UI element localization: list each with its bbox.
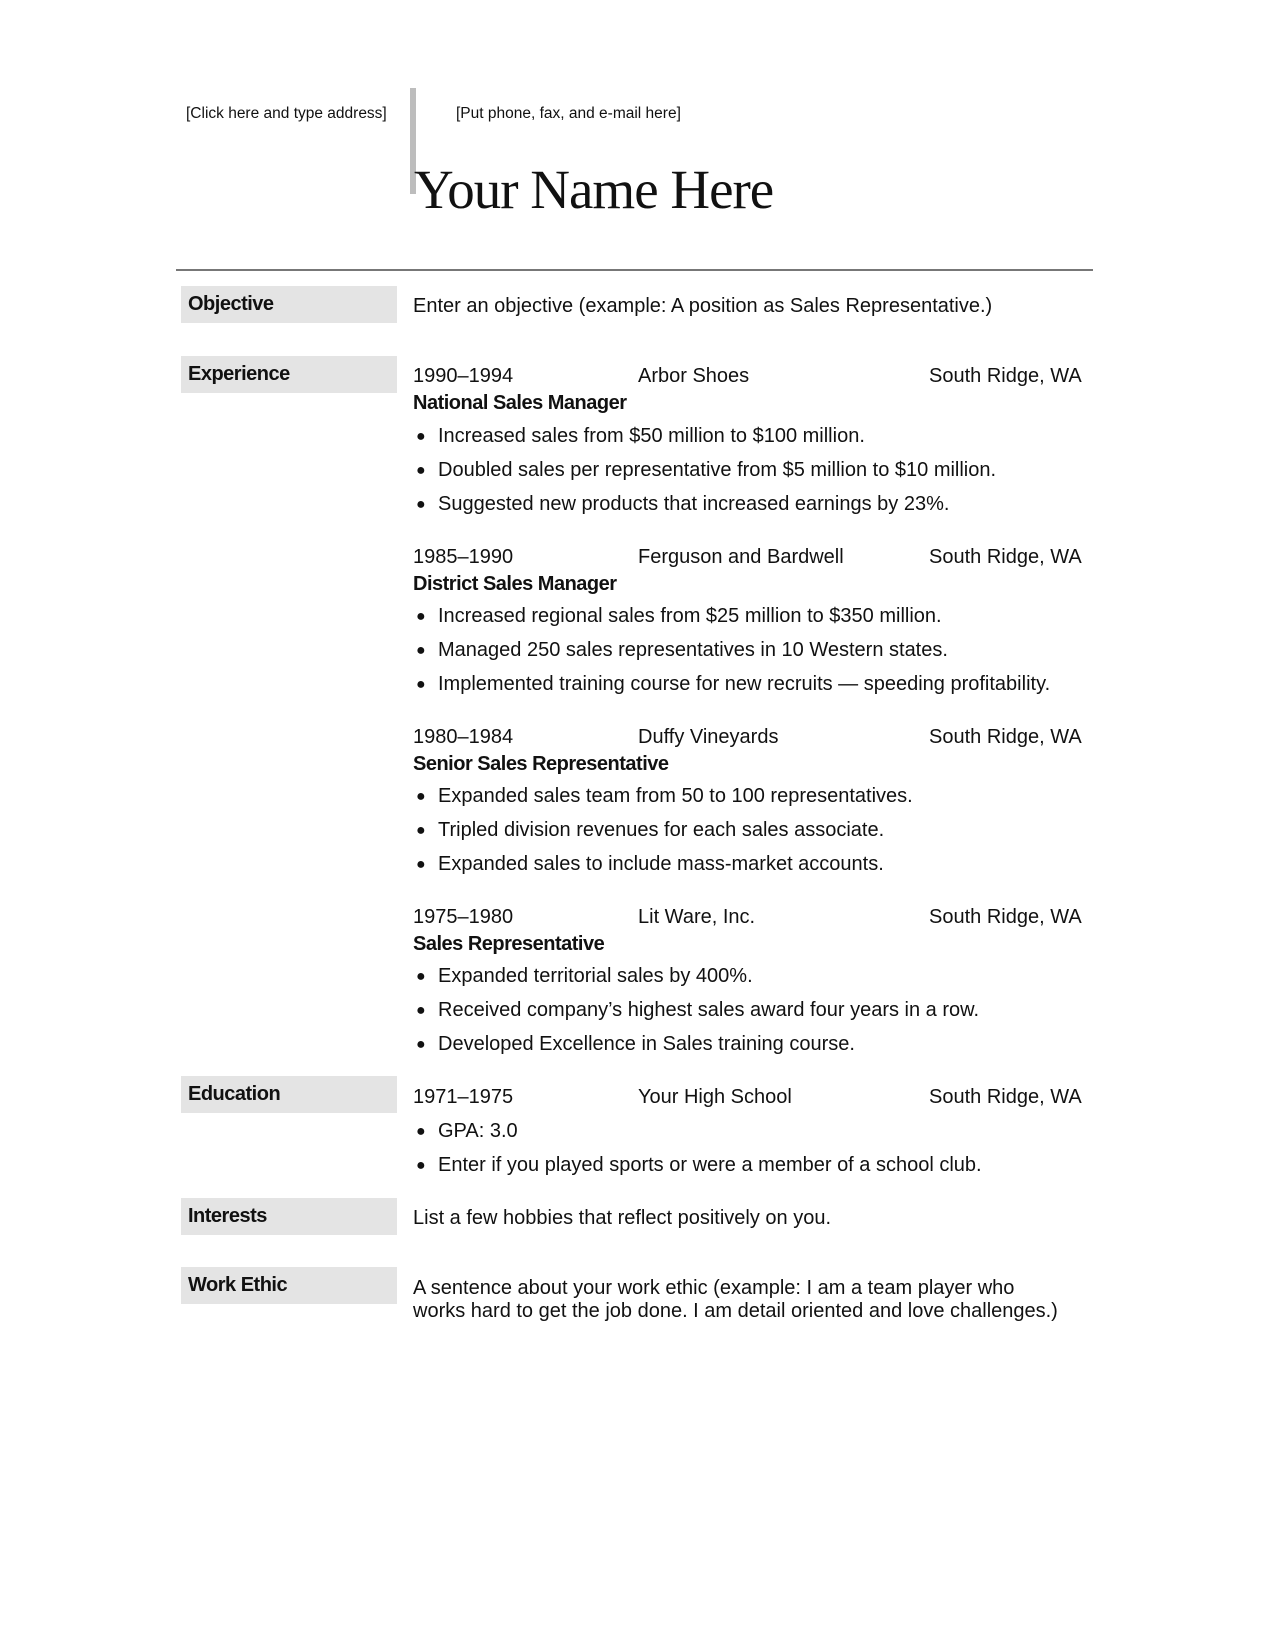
bullet-item — [416, 604, 942, 629]
bullet-text[interactable]: Tripled division revenues for each sales associate. — [438, 819, 885, 841]
bullet-text[interactable]: Managed 250 sales representatives in 10 Western states. — [438, 639, 948, 661]
job-title[interactable]: Senior Sales Representative — [413, 753, 669, 775]
bullet-item — [416, 1032, 855, 1057]
bullet-item — [416, 638, 948, 663]
bullet-item — [416, 964, 753, 989]
job-location[interactable]: South Ridge, WA — [929, 546, 1082, 568]
header-rule — [176, 269, 1093, 271]
bullet-item — [416, 784, 913, 809]
bullet-icon: ● — [416, 608, 426, 625]
bullet-icon: ● — [416, 676, 426, 693]
bullet-icon: ● — [416, 856, 426, 873]
job-years[interactable]: 1980–1984 — [413, 726, 514, 748]
resume-name[interactable]: Your Name Here — [414, 159, 774, 220]
bullet-icon: ● — [416, 822, 426, 839]
bullet-text[interactable]: Expanded sales team from 50 to 100 representatives. — [438, 785, 913, 807]
bullet-text[interactable]: Increased regional sales from $25 million to $350 million. — [438, 605, 942, 627]
bullet-text[interactable]: Expanded sales to include mass-market accounts. — [438, 853, 884, 875]
job-company[interactable]: Lit Ware, Inc. — [638, 906, 756, 928]
bullet-icon: ● — [416, 1036, 426, 1053]
bullet-icon: ● — [416, 1123, 426, 1140]
work-ethic-text-line-1[interactable]: A sentence about your work ethic (example: I am a team player who — [413, 1277, 1015, 1299]
job-company[interactable]: Ferguson and Bardwell — [638, 546, 844, 568]
bullet-item — [416, 1119, 518, 1144]
bullet-text[interactable]: Received company’s highest sales award four years in a row. — [438, 999, 980, 1021]
section-label-experience: Experience — [181, 356, 397, 393]
education-years[interactable]: 1971–1975 — [413, 1086, 514, 1108]
bullet-text[interactable]: Enter if you played sports or were a member of a school club. — [438, 1154, 982, 1176]
bullet-item — [416, 852, 884, 877]
bullet-item — [416, 998, 979, 1023]
bullet-icon: ● — [416, 462, 426, 479]
address-placeholder[interactable]: [Click here and type address] — [186, 105, 387, 122]
job-location[interactable]: South Ridge, WA — [929, 726, 1082, 748]
bullet-item — [416, 818, 884, 843]
job-years[interactable]: 1985–1990 — [413, 546, 514, 568]
bullet-icon: ● — [416, 1157, 426, 1174]
job-company[interactable]: Arbor Shoes — [638, 365, 750, 387]
education-location[interactable]: South Ridge, WA — [929, 1086, 1082, 1108]
interests-text[interactable]: List a few hobbies that reflect positively on you. — [413, 1207, 832, 1229]
bullet-text[interactable]: Suggested new products that increased earnings by 23%. — [438, 493, 950, 515]
bullet-text[interactable]: Doubled sales per representative from $5 million to $10 million. — [438, 459, 997, 481]
section-label-education: Education — [181, 1076, 397, 1113]
section-label-work-ethic: Work Ethic — [181, 1267, 397, 1304]
section-label-objective: Objective — [181, 286, 397, 323]
job-years[interactable]: 1975–1980 — [413, 906, 514, 928]
bullet-icon: ● — [416, 428, 426, 445]
job-company[interactable]: Duffy Vineyards — [638, 726, 779, 748]
bullet-text[interactable]: Expanded territorial sales by 400%. — [438, 965, 753, 987]
bullet-icon: ● — [416, 642, 426, 659]
bullet-item — [416, 492, 949, 517]
bullet-icon: ● — [416, 1002, 426, 1019]
objective-text[interactable]: Enter an objective (example: A position as Sales Representative.) — [413, 295, 993, 317]
job-years[interactable]: 1990–1994 — [413, 365, 514, 387]
bullet-text[interactable]: GPA: 3.0 — [438, 1120, 518, 1142]
contact-placeholder[interactable]: [Put phone, fax, and e-mail here] — [456, 105, 681, 122]
job-title[interactable]: Sales Representative — [413, 933, 605, 955]
job-location[interactable]: South Ridge, WA — [929, 906, 1082, 928]
job-title[interactable]: District Sales Manager — [413, 573, 617, 595]
bullet-icon: ● — [416, 788, 426, 805]
bullet-icon: ● — [416, 496, 426, 513]
bullet-item — [416, 1153, 982, 1178]
work-ethic-text-line-2[interactable]: works hard to get the job done. I am detail oriented and love challenges.) — [413, 1300, 1058, 1322]
bullet-item — [416, 672, 1050, 697]
bullet-text[interactable]: Increased sales from $50 million to $100 million. — [438, 425, 865, 447]
bullet-item — [416, 424, 865, 449]
bullet-icon: ● — [416, 968, 426, 985]
section-label-interests: Interests — [181, 1198, 397, 1235]
bullet-text[interactable]: Developed Excellence in Sales training course. — [438, 1033, 855, 1055]
bullet-item — [416, 458, 996, 483]
job-title[interactable]: National Sales Manager — [413, 392, 627, 414]
education-school[interactable]: Your High School — [638, 1086, 792, 1108]
job-location[interactable]: South Ridge, WA — [929, 365, 1082, 387]
bullet-text[interactable]: Implemented training course for new recruits — speeding profitability. — [438, 673, 1051, 695]
